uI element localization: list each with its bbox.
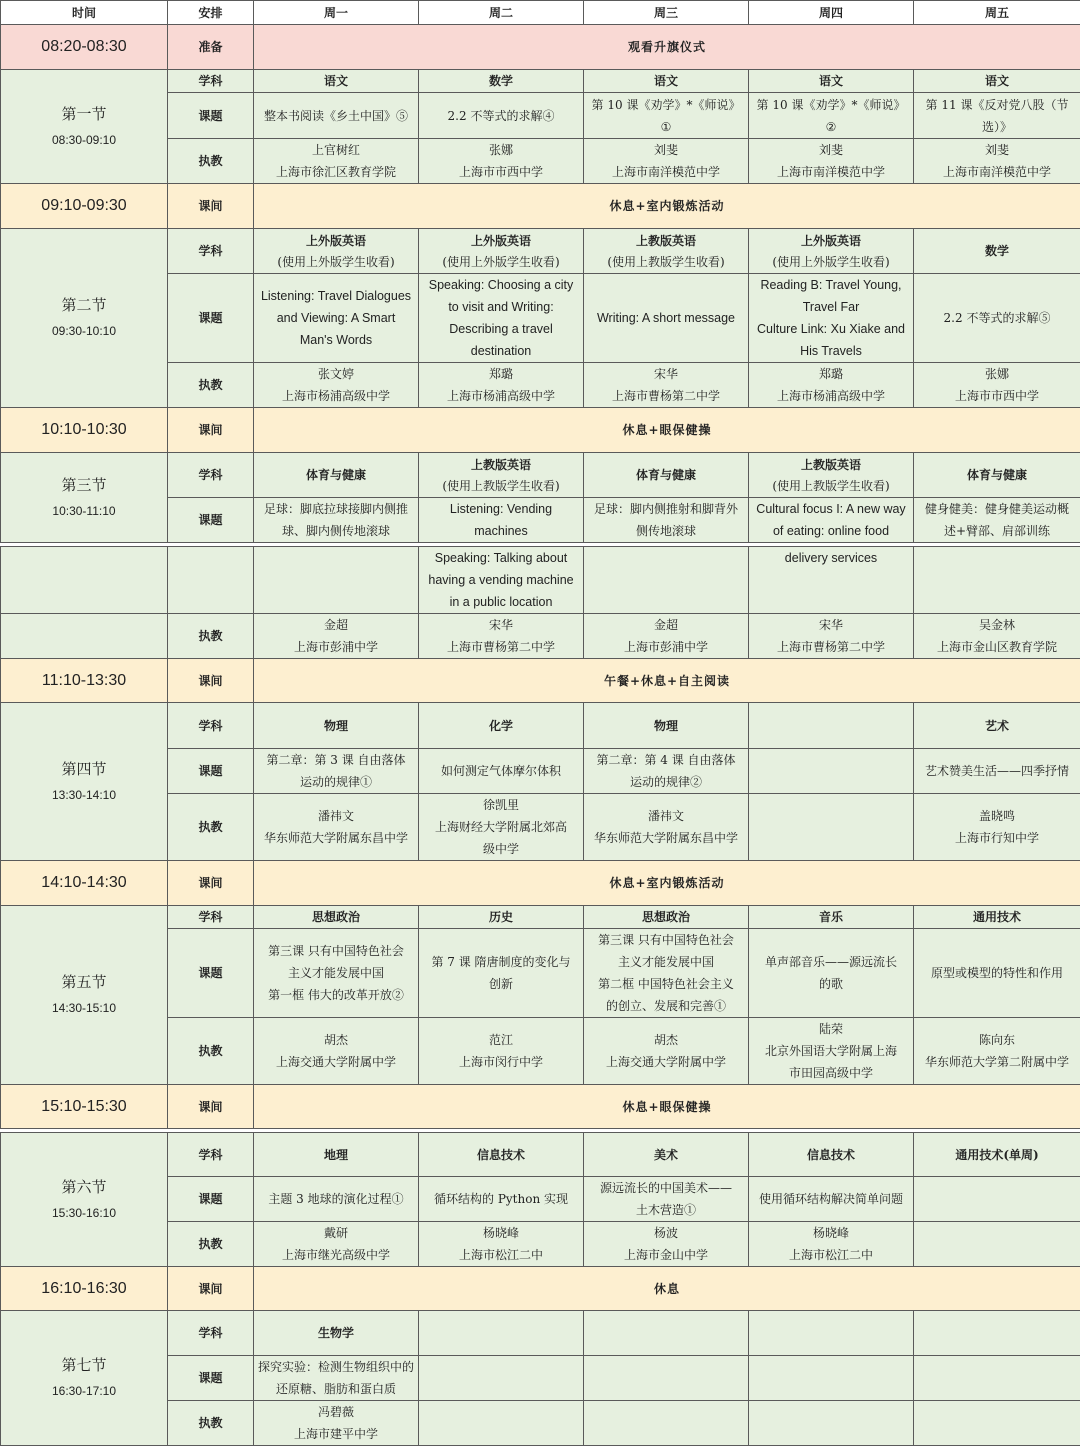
- p1-time-cell: [1, 70, 168, 184]
- p1-subject-mon: 语文: [254, 70, 419, 93]
- p5-subject-thu: 音乐: [749, 906, 914, 929]
- header-time: 时间: [1, 1, 168, 25]
- p2-teacher-label: 执教: [168, 363, 254, 408]
- p6-teacher-wed: 杨波 上海市金山中学: [584, 1222, 749, 1267]
- p6-teacher-mon: 戴研 上海市继光高级中学: [254, 1222, 419, 1267]
- p5-teacher-wed: 胡杰 上海交通大学附属中学: [584, 1018, 749, 1085]
- p1-name: 第一节: [5, 103, 163, 125]
- p3-subject-label: 学科: [168, 453, 254, 498]
- p4-subject-label: 学科: [168, 703, 254, 749]
- p3-topic-cont-row: [1, 547, 1080, 614]
- p1-subject-fri: 语文: [914, 70, 1080, 93]
- p2-time-cell: [1, 229, 168, 408]
- break6-content: 休息: [254, 1267, 1080, 1311]
- p7-subject-row: [1, 1311, 1080, 1356]
- p6-name: 第六节: [5, 1176, 163, 1198]
- p3-teacher-wed: 金超 上海市彭浦中学: [584, 614, 749, 659]
- p3-subject-tue: [419, 453, 584, 498]
- p3-teacher-time-empty: [1, 614, 168, 659]
- p1-teacher-thu: 刘斐 上海市南洋模范中学: [749, 139, 914, 184]
- p1-teacher-label: 执教: [168, 139, 254, 184]
- break2-time: 10:10-10:30: [1, 408, 168, 453]
- p7-subject-tue: [419, 1311, 584, 1356]
- p2-topic-thu: Reading B: Travel Young, Travel Far Culture Link: Xu Xiake and His Travels: [749, 274, 914, 363]
- prep-row: [1, 25, 1080, 70]
- p5-teacher-label: 执教: [168, 1018, 254, 1085]
- p7-time: 16:30-17:10: [5, 1380, 163, 1402]
- p5-topic-label: 课题: [168, 929, 254, 1018]
- p6-time: 15:30-16:10: [5, 1202, 163, 1224]
- p3-topic-label: 课题: [168, 498, 254, 543]
- p2-subject-wed-note: (使用上教版学生收看): [588, 252, 744, 272]
- p2-subject-mon-name: 上外版英语: [258, 230, 414, 252]
- p3-topic-wed: 足球：脚内侧推射和脚背外 侧传地滚球: [584, 498, 749, 543]
- p5-topic-tue: 第 7 课 隋唐制度的变化与 创新: [419, 929, 584, 1018]
- p1-teacher-wed: 刘斐 上海市南洋模范中学: [584, 139, 749, 184]
- p6-subject-tue: 信息技术: [419, 1133, 584, 1177]
- p6-teacher-label: 执教: [168, 1222, 254, 1267]
- p4-teacher-thu: [749, 794, 914, 861]
- header-monday: 周一: [254, 1, 419, 25]
- p5-teacher-mon: 胡杰 上海交通大学附属中学: [254, 1018, 419, 1085]
- p7-topic-tue: [419, 1356, 584, 1401]
- p6-topic-mon: 主题 3 地球的演化过程①: [254, 1177, 419, 1222]
- break6-label: 课间: [168, 1267, 254, 1311]
- p5-subject-row: [1, 906, 1080, 929]
- p1-topic-label: 课题: [168, 93, 254, 139]
- p3-time: 10:30-11:10: [5, 500, 163, 522]
- p3-topic-cont-wed: [584, 547, 749, 614]
- p3-teacher-fri: 吴金林 上海市金山区教育学院: [914, 614, 1080, 659]
- p5-time: 14:30-15:10: [5, 997, 163, 1019]
- break-row-3: [1, 659, 1080, 703]
- break-row-2: [1, 408, 1080, 453]
- break3-content: 午餐+休息+自主阅读: [254, 659, 1080, 703]
- p4-teacher-mon: 潘祎文 华东师范大学附属东昌中学: [254, 794, 419, 861]
- p4-topic-tue: 如何测定气体摩尔体积: [419, 749, 584, 794]
- p5-subject-fri: 通用技术: [914, 906, 1080, 929]
- p4-subject-row: [1, 703, 1080, 749]
- p1-topic-wed: 第 10 课《劝学》*《师说》 ①: [584, 93, 749, 139]
- p7-topic-wed: [584, 1356, 749, 1401]
- break-row-4: [1, 861, 1080, 906]
- break1-time: 09:10-09:30: [1, 184, 168, 229]
- p2-subject-thu-note: (使用上外版学生收看): [753, 252, 909, 272]
- p7-subject-label: 学科: [168, 1311, 254, 1356]
- p2-subject-mon-note: (使用上外版学生收看): [258, 252, 414, 272]
- p7-subject-mon: 生物学: [254, 1311, 419, 1356]
- p7-teacher-wed: [584, 1401, 749, 1446]
- p5-topic-fri: 原型或模型的特性和作用: [914, 929, 1080, 1018]
- p3-teacher-mon: 金超 上海市彭浦中学: [254, 614, 419, 659]
- p3-topic-cont-tue: Speaking: Talking about having a vending machine in a public location: [419, 547, 584, 614]
- break5-time: 15:10-15:30: [1, 1085, 168, 1129]
- p2-subject-wed: [584, 229, 749, 274]
- p7-subject-thu: [749, 1311, 914, 1356]
- p4-teacher-wed: 潘祎文 华东师范大学附属东昌中学: [584, 794, 749, 861]
- p3-subject-thu-note: (使用上教版学生收看): [753, 476, 909, 496]
- p6-teacher-fri: [914, 1222, 1080, 1267]
- p1-teacher-fri: 刘斐 上海市南洋模范中学: [914, 139, 1080, 184]
- p7-subject-wed: [584, 1311, 749, 1356]
- p7-teacher-label: 执教: [168, 1401, 254, 1446]
- p3-teacher-tue: 宋华 上海市曹杨第二中学: [419, 614, 584, 659]
- p2-teacher-fri: 张娜 上海市市西中学: [914, 363, 1080, 408]
- prep-label: 准备: [168, 25, 254, 70]
- p3-cont-time-empty: [1, 547, 168, 614]
- p2-teacher-thu: 郑璐 上海市杨浦高级中学: [749, 363, 914, 408]
- p3-topic-tue: Listening: Vending machines: [419, 498, 584, 543]
- break5-label: 课间: [168, 1085, 254, 1129]
- p2-subject-row: [1, 229, 1080, 274]
- p3-teacher-row: [1, 614, 1080, 659]
- p4-topic-mon: 第二章：第 3 课 自由落体 运动的规律①: [254, 749, 419, 794]
- p2-teacher-wed: 宋华 上海市曹杨第二中学: [584, 363, 749, 408]
- p4-subject-thu: [749, 703, 914, 749]
- p6-topic-wed: 源远流长的中国美术—— 土木营造①: [584, 1177, 749, 1222]
- p6-subject-wed: 美术: [584, 1133, 749, 1177]
- p3-subject-wed: 体育与健康: [584, 453, 749, 498]
- p3-cont-label-empty: [168, 547, 254, 614]
- p4-teacher-fri: 盖晓鸣 上海市行知中学: [914, 794, 1080, 861]
- p4-topic-fri: 艺术赞美生活——四季抒情: [914, 749, 1080, 794]
- p4-subject-fri: 艺术: [914, 703, 1080, 749]
- p2-subject-label: 学科: [168, 229, 254, 274]
- p1-topic-mon: 整本书阅读《乡土中国》⑤: [254, 93, 419, 139]
- p2-subject-wed-name: 上教版英语: [588, 230, 744, 252]
- p5-topic-mon: 第三课 只有中国特色社会 主义才能发展中国 第一框 伟大的改革开放②: [254, 929, 419, 1018]
- p2-teacher-mon: 张文婷 上海市杨浦高级中学: [254, 363, 419, 408]
- p7-teacher-fri: [914, 1401, 1080, 1446]
- p1-topic-fri: 第 11 课《反对党八股（节 选）》: [914, 93, 1080, 139]
- break2-label: 课间: [168, 408, 254, 453]
- header-row: [1, 1, 1080, 25]
- p3-time-cell: [1, 453, 168, 543]
- p1-subject-wed: 语文: [584, 70, 749, 93]
- p3-topic-cont-mon: [254, 547, 419, 614]
- header-tuesday: 周二: [419, 1, 584, 25]
- header-thursday: 周四: [749, 1, 914, 25]
- p4-time-cell: [1, 703, 168, 861]
- p5-teacher-thu: 陆荣 北京外国语大学附属上海 市田园高级中学: [749, 1018, 914, 1085]
- p7-time-cell: [1, 1311, 168, 1446]
- p5-subject-mon: 思想政治: [254, 906, 419, 929]
- p7-topic-fri: [914, 1356, 1080, 1401]
- p3-topic-mon: 足球：脚底拉球接脚内侧推 球、脚内侧传地滚球: [254, 498, 419, 543]
- p6-teacher-tue: 杨晓峰 上海市松江二中: [419, 1222, 584, 1267]
- p6-topic-fri: [914, 1177, 1080, 1222]
- p5-topic-wed: 第三课 只有中国特色社会 主义才能发展中国 第二框 中国特色社会主义 的创立、发展和完善①: [584, 929, 749, 1018]
- p5-subject-tue: 历史: [419, 906, 584, 929]
- p4-topic-wed: 第二章：第 4 课 自由落体 运动的规律②: [584, 749, 749, 794]
- p5-name: 第五节: [5, 971, 163, 993]
- p7-topic-mon: 探究实验：检测生物组织中的 还原糖、脂肪和蛋白质: [254, 1356, 419, 1401]
- break1-content: 休息+室内锻炼活动: [254, 184, 1080, 229]
- p2-topic-tue: Speaking: Choosing a city to visit and Writing: Describing a travel destination: [419, 274, 584, 363]
- p2-topic-fri: 2.2 不等式的求解⑤: [914, 274, 1080, 363]
- p6-teacher-thu: 杨晓峰 上海市松江二中: [749, 1222, 914, 1267]
- break3-label: 课间: [168, 659, 254, 703]
- break4-content: 休息+室内锻炼活动: [254, 861, 1080, 906]
- p4-time: 13:30-14:10: [5, 784, 163, 806]
- header-wednesday: 周三: [584, 1, 749, 25]
- p5-subject-label: 学科: [168, 906, 254, 929]
- prep-time: 08:20-08:30: [1, 25, 168, 70]
- p1-subject-row: [1, 70, 1080, 93]
- p4-teacher-tue: 徐凯里 上海财经大学附属北郊高 级中学: [419, 794, 584, 861]
- break4-label: 课间: [168, 861, 254, 906]
- p1-subject-label: 学科: [168, 70, 254, 93]
- p6-subject-label: 学科: [168, 1133, 254, 1177]
- p3-subject-thu-name: 上教版英语: [753, 454, 909, 476]
- break-row-5: [1, 1085, 1080, 1129]
- p7-topic-thu: [749, 1356, 914, 1401]
- p2-subject-tue: [419, 229, 584, 274]
- p3-topic-fri: 健身健美：健身健美运动概 述+臂部、肩部训练: [914, 498, 1080, 543]
- break1-label: 课间: [168, 184, 254, 229]
- p7-subject-fri: [914, 1311, 1080, 1356]
- p3-name: 第三节: [5, 474, 163, 496]
- p2-topic-mon: Listening: Travel Dialogues and Viewing: A Smart Man's Words: [254, 274, 419, 363]
- p6-subject-row: [1, 1133, 1080, 1177]
- p1-subject-thu: 语文: [749, 70, 914, 93]
- p1-teacher-mon: 上官树红 上海市徐汇区教育学院: [254, 139, 419, 184]
- p4-subject-mon: 物理: [254, 703, 419, 749]
- p7-name: 第七节: [5, 1354, 163, 1376]
- p3-subject-tue-note: (使用上教版学生收看): [423, 476, 579, 496]
- p5-teacher-fri: 陈向东 华东师范大学第二附属中学: [914, 1018, 1080, 1085]
- prep-content: 观看升旗仪式: [254, 25, 1080, 70]
- p2-topic-label: 课题: [168, 274, 254, 363]
- p6-subject-fri: 通用技术(单周): [914, 1133, 1080, 1177]
- p7-teacher-thu: [749, 1401, 914, 1446]
- p5-time-cell: [1, 906, 168, 1085]
- p6-subject-thu: 信息技术: [749, 1133, 914, 1177]
- p7-topic-label: 课题: [168, 1356, 254, 1401]
- p2-subject-fri: 数学: [914, 229, 1080, 274]
- break6-time: 16:10-16:30: [1, 1267, 168, 1311]
- p1-topic-thu: 第 10 课《劝学》*《师说》 ②: [749, 93, 914, 139]
- p3-topic-thu: Cultural focus I: A new way of eating: online food: [749, 498, 914, 543]
- header-arrangement: 安排: [168, 1, 254, 25]
- p1-teacher-tue: 张娜 上海市市西中学: [419, 139, 584, 184]
- p4-teacher-label: 执教: [168, 794, 254, 861]
- p1-subject-tue: 数学: [419, 70, 584, 93]
- header-friday: 周五: [914, 1, 1080, 25]
- p3-subject-thu: [749, 453, 914, 498]
- p4-subject-wed: 物理: [584, 703, 749, 749]
- break3-time: 11:10-13:30: [1, 659, 168, 703]
- p5-teacher-tue: 范江 上海市闵行中学: [419, 1018, 584, 1085]
- p2-subject-tue-note: (使用上外版学生收看): [423, 252, 579, 272]
- p1-time: 08:30-09:10: [5, 129, 163, 151]
- break2-content: 休息+眼保健操: [254, 408, 1080, 453]
- p4-name: 第四节: [5, 758, 163, 780]
- p1-topic-tue: 2.2 不等式的求解④: [419, 93, 584, 139]
- p4-subject-tue: 化学: [419, 703, 584, 749]
- p2-name: 第二节: [5, 294, 163, 316]
- p2-subject-tue-name: 上外版英语: [423, 230, 579, 252]
- p4-topic-label: 课题: [168, 749, 254, 794]
- p6-time-cell: [1, 1133, 168, 1267]
- break5-content: 休息+眼保健操: [254, 1085, 1080, 1129]
- p3-subject-row: [1, 453, 1080, 498]
- p4-topic-thu: [749, 749, 914, 794]
- p3-teacher-label: 执教: [168, 614, 254, 659]
- p5-topic-thu: 单声部音乐——源远流长 的歌: [749, 929, 914, 1018]
- p3-teacher-thu: 宋华 上海市曹杨第二中学: [749, 614, 914, 659]
- p6-topic-label: 课题: [168, 1177, 254, 1222]
- break-row-1: [1, 184, 1080, 229]
- p2-teacher-tue: 郑璐 上海市杨浦高级中学: [419, 363, 584, 408]
- p2-time: 09:30-10:10: [5, 320, 163, 342]
- p2-subject-thu: [749, 229, 914, 274]
- p5-subject-wed: 思想政治: [584, 906, 749, 929]
- break4-time: 14:10-14:30: [1, 861, 168, 906]
- p3-subject-tue-name: 上教版英语: [423, 454, 579, 476]
- p2-subject-thu-name: 上外版英语: [753, 230, 909, 252]
- p7-teacher-mon: 冯碧薇 上海市建平中学: [254, 1401, 419, 1446]
- break-row-6: [1, 1267, 1080, 1311]
- p6-topic-tue: 循环结构的 Python 实现: [419, 1177, 584, 1222]
- p3-topic-cont-thu: delivery services: [749, 547, 914, 614]
- p3-topic-cont-fri: [914, 547, 1080, 614]
- p3-subject-fri: 体育与健康: [914, 453, 1080, 498]
- p6-subject-mon: 地理: [254, 1133, 419, 1177]
- p2-subject-mon: [254, 229, 419, 274]
- p6-topic-thu: 使用循环结构解决简单问题: [749, 1177, 914, 1222]
- p3-subject-mon: 体育与健康: [254, 453, 419, 498]
- p2-topic-wed: Writing: A short message: [584, 274, 749, 363]
- p7-teacher-tue: [419, 1401, 584, 1446]
